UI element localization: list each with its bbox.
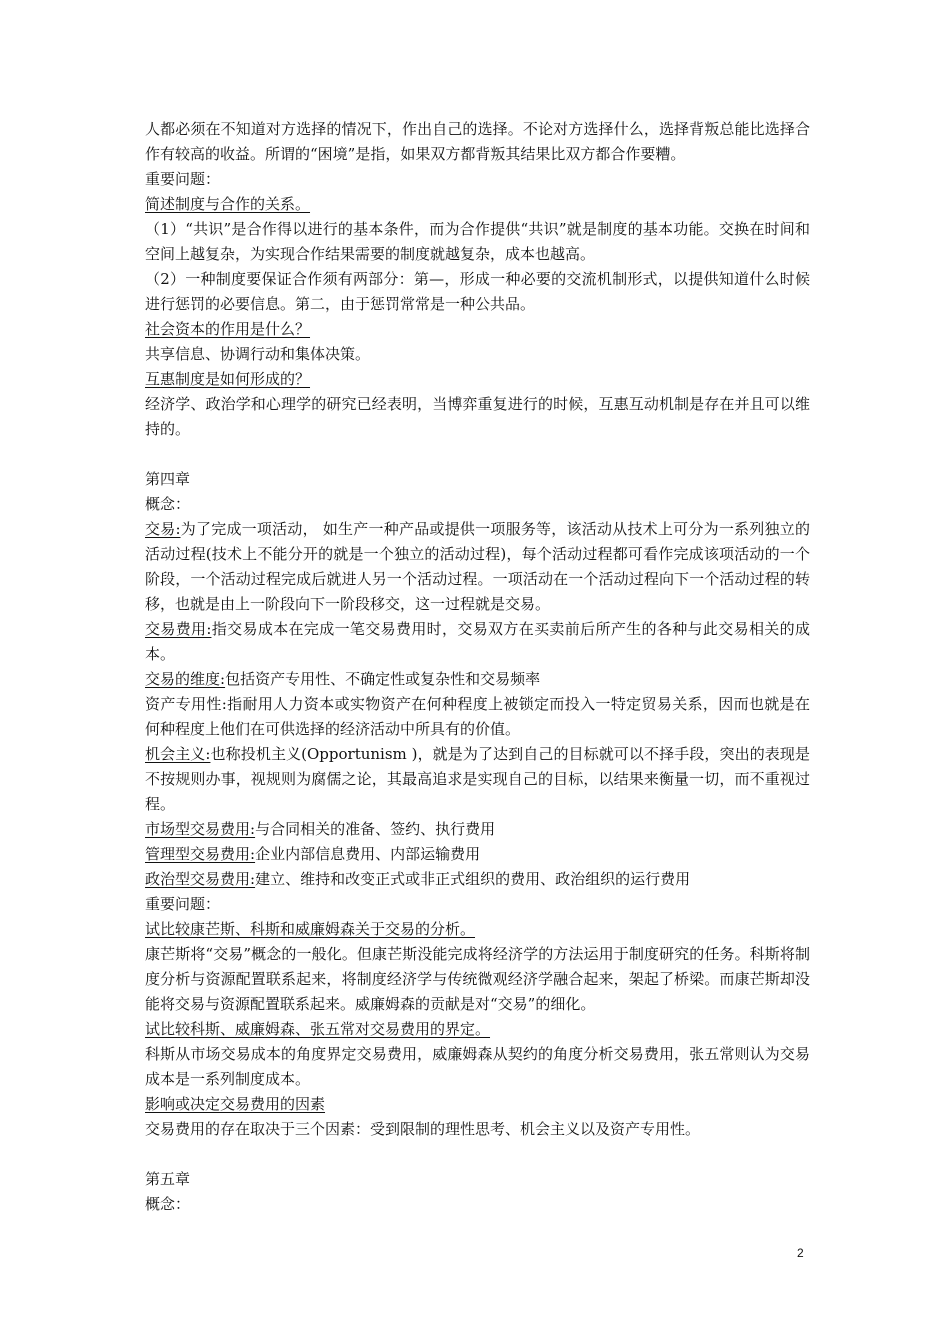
chapter-heading-5: 第五章 [145, 1170, 191, 1188]
definition-text: 为了完成一项活动， 如生产一种产品或提供一项服务等，该活动从技术上可分为一系列独立的活动过程(技术上不能分开的就是一个独立的活动过程)，每个活动过程都可看作完成该项活动的一个阶段，一个活动过程完成后就进人另一个活动过程。一项活动在一个活动过程向下一个活动过程的转移，也就是由上一阶段向下一阶段移交，这一过程就是交易。 [145, 520, 810, 613]
definition-text: 指交易成本在完成一笔交易费用时，交易双方在买卖前后所产生的各种与此交易相关的成本。 [145, 620, 810, 663]
definition-opportunism [145, 742, 810, 817]
blank-line [145, 442, 810, 467]
term-opportunism: 机会主义: [145, 745, 211, 763]
term-managerial-transaction-cost: 管理型交易费用: [145, 845, 256, 863]
answer-social-capital: 共享信息、协调行动和集体决策。 [145, 345, 371, 363]
question-compare-transaction-analysis: 试比较康芒斯、科斯和威廉姆森关于交易的分析。 [145, 920, 476, 938]
question-institution-cooperation: 简述制度与合作的关系。 [145, 195, 311, 213]
definition-transaction [145, 517, 810, 617]
definition-text: 也称投机主义(Opportunism )，就是为了达到自己的目标就可以不择手段，突出的表现是不按规则办事，视规则为腐儒之论，其最高追求是实现自己的目标，以结果来衡量一切，而不重视过程。 [145, 745, 810, 813]
answer-point-1: （1）“共识”是合作得以进行的基本条件，而为合作提供“共识”就是制度的基本功能。交换在时间和空间上越复杂，为实现合作结果需要的制度就越复杂，成本也越高。 [145, 220, 810, 263]
page-body [145, 117, 810, 1217]
term-market-transaction-cost: 市场型交易费用: [145, 820, 256, 838]
answer-compare-transaction-cost-definition: 科斯从市场交易成本的角度界定交易费用，威廉姆森从契约的角度分析交易费用，张五常则认为交易成本是一系列制度成本。 [145, 1045, 810, 1088]
definition-market-transaction-cost [145, 817, 810, 842]
definition-asset-specificity: 资产专用性:指耐用人力资本或实物资产在何种程度上被锁定而投入一特定贸易关系，因而也就是在何种程度上他们在可供选择的经济活动中所具有的价值。 [145, 695, 810, 738]
definition-transaction-cost [145, 617, 810, 667]
definition-text: 与合同相关的准备、签约、执行费用 [255, 820, 496, 838]
term-political-transaction-cost: 政治型交易费用: [145, 870, 256, 888]
definition-text: 企业内部信息费用、内部运输费用 [255, 845, 481, 863]
blank-line [145, 1142, 810, 1167]
definition-political-transaction-cost [145, 867, 810, 892]
answer-transaction-cost-factors: 交易费用的存在取决于三个因素：受到限制的理性思考、机会主义以及资产专用性。 [145, 1120, 701, 1138]
question-social-capital: 社会资本的作用是什么？ [145, 320, 311, 338]
section-label-concepts: 概念： [145, 495, 191, 513]
term-transaction: 交易: [145, 520, 181, 538]
question-transaction-cost-factors: 影响或决定交易费用的因素 [145, 1095, 326, 1113]
section-label-concepts: 概念： [145, 1195, 191, 1213]
answer-point-2: （2）一种制度要保证合作须有两部分：第—，形成一种必要的交流机制形式，以提供知道什么时候进行惩罚的必要信息。第二，由于惩罚常常是一种公共品。 [145, 270, 810, 313]
term-transaction-cost: 交易费用: [145, 620, 212, 638]
definition-managerial-transaction-cost [145, 842, 810, 867]
definition-text: 包括资产专用性、不确定性或复杂性和交易频率 [225, 670, 541, 688]
answer-reciprocity: 经济学、政治学和心理学的研究已经表明，当博弈重复进行的时候，互惠互动机制是存在并且可以维持的。 [145, 395, 810, 438]
paragraph-prisoners-dilemma: 人都必须在不知道对方选择的情况下，作出自己的选择。不论对方选择什么，选择背叛总能比选择合作有较高的收益。所谓的“困境”是指，如果双方都背叛其结果比双方都合作要糟。 [145, 120, 810, 163]
chapter-heading-4: 第四章 [145, 470, 191, 488]
section-label-important-questions: 重要问题： [145, 895, 221, 913]
term-transaction-dimensions: 交易的维度: [145, 670, 226, 688]
question-compare-transaction-cost-definition: 试比较科斯、威廉姆森、张五常对交易费用的界定。 [145, 1020, 491, 1038]
answer-compare-transaction-analysis: 康芒斯将“交易”概念的一般化。但康芒斯没能完成将经济学的方法运用于制度研究的任务。科斯将制度分析与资源配置联系起来，将制度经济学与传统微观经济学融合起来，架起了桥梁。而康芒斯却没能将交易与资源配置联系起来。威廉姆森的贡献是对“交易”的细化。 [145, 945, 810, 1013]
question-reciprocity: 互惠制度是如何形成的？ [145, 370, 311, 388]
section-label-important-questions: 重要问题： [145, 170, 221, 188]
page-number: 2 [797, 1246, 804, 1260]
definition-transaction-dimensions [145, 667, 810, 692]
definition-text: 建立、维持和改变正式或非正式组织的费用、政治组织的运行费用 [255, 870, 691, 888]
